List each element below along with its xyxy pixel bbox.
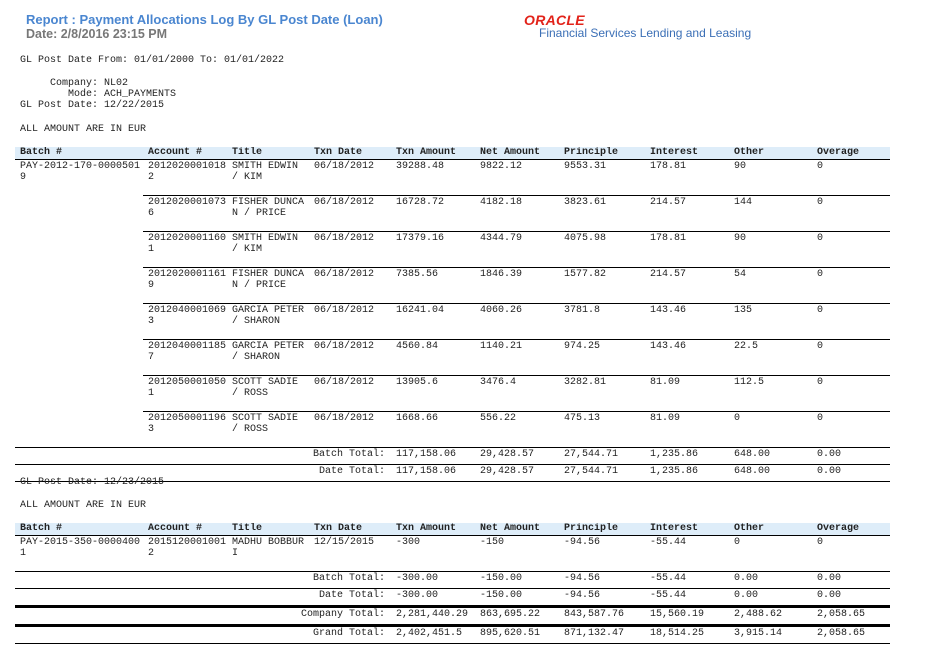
column-header: Txn Amount — [391, 147, 475, 159]
data-cell: 143.46 — [645, 303, 729, 339]
total-value: 895,620.51 — [475, 625, 559, 643]
data-cell: 20120200011601 — [143, 231, 227, 267]
total-value: -55.44 — [645, 588, 729, 606]
data-cell: 556.22 — [475, 411, 559, 447]
column-header: Account # — [143, 147, 227, 159]
data-cell: MADHU BOBBURI — [232, 536, 305, 560]
currency-note-1: ALL AMOUNT ARE IN EUR — [20, 124, 147, 135]
data-cell: 06/18/2012 — [309, 375, 391, 411]
total-value: 2,281,440.29 — [391, 606, 475, 625]
total-value: 18,514.25 — [645, 625, 729, 643]
data-cell: 0 — [812, 267, 890, 303]
table-row — [15, 267, 890, 303]
data-cell: 143.46 — [645, 339, 729, 375]
total-label: Batch Total: — [15, 447, 391, 464]
date-range: GL Post Date From: 01/01/2000 To: 01/01/2022 — [20, 55, 285, 66]
data-cell: 22.5 — [729, 339, 812, 375]
total-value: -150.00 — [475, 588, 559, 606]
data-cell: 1846.39 — [475, 267, 559, 303]
allocations-table — [15, 523, 890, 644]
batch-total-row — [15, 571, 890, 588]
logo-subtitle: Financial Services Lending and Leasing — [539, 26, 752, 40]
total-value: 27,544.71 — [559, 447, 645, 464]
data-cell: 12/15/2015 — [314, 536, 375, 548]
table-row — [15, 195, 890, 231]
data-cell: 0 — [729, 411, 812, 447]
data-cell: 20120200010182 — [148, 160, 227, 184]
total-value: 29,428.57 — [475, 447, 559, 464]
column-header: Other — [729, 523, 812, 535]
data-cell: 4344.79 — [475, 231, 559, 267]
data-cell: 20120500011963 — [143, 411, 227, 447]
data-cell: 1140.21 — [475, 339, 559, 375]
total-value: 1,235.86 — [645, 447, 729, 464]
column-header: Other — [729, 147, 812, 159]
data-cell: 4075.98 — [559, 231, 645, 267]
data-cell: 3781.8 — [559, 303, 645, 339]
data-cell: 13905.6 — [391, 375, 475, 411]
total-value: 117,158.06 — [391, 464, 475, 481]
total-label: Date Total: — [15, 464, 391, 481]
data-cell: -150 — [480, 536, 505, 548]
total-value: -150.00 — [475, 571, 559, 588]
company: Company: NL02 — [20, 78, 129, 89]
header-row — [15, 523, 890, 535]
data-cell: 20120200011619 — [143, 267, 227, 303]
total-value: -300.00 — [391, 588, 475, 606]
oracle-logo — [524, 12, 751, 40]
data-cell: 81.09 — [645, 375, 729, 411]
data-cell: 9822.12 — [480, 160, 523, 172]
data-cell: 17379.16 — [391, 231, 475, 267]
total-value: 2,058.65 — [812, 625, 890, 643]
data-cell: 20120500010501 — [143, 375, 227, 411]
total-value: 843,587.76 — [559, 606, 645, 625]
table-row — [15, 159, 890, 195]
logo-brand: ORACLE — [524, 12, 585, 28]
mode: Mode: ACH_PAYMENTS — [20, 89, 177, 100]
data-cell: 0 — [817, 160, 824, 172]
total-value: 0.00 — [812, 464, 890, 481]
total-value: 863,695.22 — [475, 606, 559, 625]
data-cell: 06/18/2012 — [309, 303, 391, 339]
data-cell: 112.5 — [729, 375, 812, 411]
total-value: -94.56 — [559, 571, 645, 588]
total-value: 3,915.14 — [729, 625, 812, 643]
data-cell: 135 — [729, 303, 812, 339]
total-value: 117,158.06 — [391, 447, 475, 464]
data-cell: -300 — [396, 536, 421, 548]
column-header: Batch # — [15, 147, 143, 159]
report-title: Report : Payment Allocations Log By GL Post Date (Loan) — [26, 12, 383, 27]
data-cell: GARCIA PETER / SHARON — [227, 339, 309, 375]
data-cell: 144 — [729, 195, 812, 231]
data-cell: SMITH EDWIN / KIM — [232, 160, 299, 184]
data-cell: -55.44 — [650, 536, 687, 548]
report-date: Date: 2/8/2016 23:15 PM — [26, 27, 168, 41]
data-cell: 0 — [812, 231, 890, 267]
data-cell: 475.13 — [559, 411, 645, 447]
data-cell: GARCIA PETER / SHARON — [227, 303, 309, 339]
data-cell: 06/18/2012 — [309, 195, 391, 231]
total-value: 2,488.62 — [729, 606, 812, 625]
data-cell: 178.81 — [650, 160, 687, 172]
data-cell: 20120400011857 — [143, 339, 227, 375]
batch-total-row — [15, 447, 890, 464]
data-cell: 06/18/2012 — [309, 231, 391, 267]
total-value: 871,132.47 — [559, 625, 645, 643]
data-cell: 81.09 — [645, 411, 729, 447]
data-cell: 178.81 — [645, 231, 729, 267]
total-value: 1,235.86 — [645, 464, 729, 481]
data-cell: 0 — [812, 195, 890, 231]
grand-total-row — [15, 625, 890, 643]
batch-cell: PAY-2012-170-00005019 — [20, 160, 141, 184]
data-cell: 20151200010012 — [148, 536, 227, 560]
column-header: Batch # — [15, 523, 143, 535]
total-value: 29,428.57 — [475, 464, 559, 481]
data-cell: FISHER DUNCAN / PRICE — [227, 267, 309, 303]
total-value: 2,058.65 — [812, 606, 890, 625]
total-value: -300.00 — [391, 571, 475, 588]
data-cell: 16241.04 — [391, 303, 475, 339]
data-cell: 06/18/2012 — [309, 411, 391, 447]
column-header: Principle — [559, 523, 645, 535]
gl-post-date-2: GL Post Date: 12/23/2015 — [20, 477, 165, 488]
data-cell: 0 — [812, 303, 890, 339]
data-cell: 974.25 — [559, 339, 645, 375]
data-cell: 06/18/2012 — [309, 339, 391, 375]
data-cell: 4060.26 — [475, 303, 559, 339]
total-value: 648.00 — [729, 464, 812, 481]
total-value: 27,544.71 — [559, 464, 645, 481]
table-row — [15, 375, 890, 411]
total-value: 0.00 — [812, 447, 890, 464]
data-cell: 7385.56 — [391, 267, 475, 303]
table-row — [15, 303, 890, 339]
total-label: Grand Total: — [15, 625, 391, 643]
column-header: Interest — [645, 147, 729, 159]
data-cell: 90 — [729, 231, 812, 267]
data-cell: 4560.84 — [391, 339, 475, 375]
column-header: Account # — [143, 523, 227, 535]
currency-note-2: ALL AMOUNT ARE IN EUR — [20, 500, 147, 511]
data-cell: 0 — [812, 411, 890, 447]
data-cell: 0 — [734, 536, 741, 548]
header-row — [15, 147, 890, 159]
data-cell: 20120400010693 — [143, 303, 227, 339]
date-total-row — [15, 588, 890, 606]
data-cell: 3823.61 — [559, 195, 645, 231]
data-cell: 06/18/2012 — [314, 160, 375, 172]
data-cell: 4182.18 — [475, 195, 559, 231]
allocations-table — [15, 147, 890, 482]
column-header: Net Amount — [475, 147, 559, 159]
company-total-row — [15, 606, 890, 625]
data-cell: SCOTT SADIE / ROSS — [227, 411, 309, 447]
data-cell: 0 — [812, 375, 890, 411]
total-value: 0.00 — [812, 588, 890, 606]
data-cell: 16728.72 — [391, 195, 475, 231]
total-label: Batch Total: — [15, 571, 391, 588]
column-header: Net Amount — [475, 523, 559, 535]
data-cell: SMITH EDWIN / KIM — [227, 231, 309, 267]
gl-post-date-1: GL Post Date: 12/22/2015 — [20, 100, 165, 111]
total-value: 0.00 — [812, 571, 890, 588]
data-cell: 214.57 — [645, 267, 729, 303]
column-header: Txn Amount — [391, 523, 475, 535]
column-header: Txn Date — [309, 523, 391, 535]
column-header: Txn Date — [309, 147, 391, 159]
total-value: 0.00 — [729, 571, 812, 588]
column-header: Interest — [645, 523, 729, 535]
data-cell: 0 — [812, 339, 890, 375]
column-header: Overage — [812, 147, 890, 159]
data-cell: 06/18/2012 — [309, 267, 391, 303]
data-cell: 20120200010736 — [143, 195, 227, 231]
data-cell: FISHER DUNCAN / PRICE — [227, 195, 309, 231]
total-label: Date Total: — [15, 588, 391, 606]
total-value: -55.44 — [645, 571, 729, 588]
column-header: Overage — [812, 523, 890, 535]
total-value: 0.00 — [729, 588, 812, 606]
table-row — [15, 411, 890, 447]
table-row — [15, 231, 890, 267]
data-cell: SCOTT SADIE / ROSS — [227, 375, 309, 411]
data-cell: 1668.66 — [391, 411, 475, 447]
data-cell: 54 — [729, 267, 812, 303]
data-cell: 1577.82 — [559, 267, 645, 303]
column-header: Title — [227, 523, 309, 535]
column-header: Title — [227, 147, 309, 159]
total-value: 2,402,451.5 — [391, 625, 475, 643]
column-header: Principle — [559, 147, 645, 159]
data-cell: 3282.81 — [559, 375, 645, 411]
data-cell: -94.56 — [564, 536, 601, 548]
data-cell: 90 — [734, 160, 747, 172]
table-row — [15, 339, 890, 375]
table-row — [15, 535, 890, 571]
data-cell: 9553.31 — [564, 160, 607, 172]
total-value: 15,560.19 — [645, 606, 729, 625]
batch-cell: PAY-2015-350-00004001 — [20, 536, 141, 560]
total-label: Company Total: — [15, 606, 391, 625]
data-cell: 3476.4 — [475, 375, 559, 411]
data-cell: 214.57 — [645, 195, 729, 231]
total-value: 648.00 — [729, 447, 812, 464]
data-cell: 0 — [817, 536, 824, 548]
data-cell: 39288.48 — [396, 160, 445, 172]
total-value: -94.56 — [559, 588, 645, 606]
